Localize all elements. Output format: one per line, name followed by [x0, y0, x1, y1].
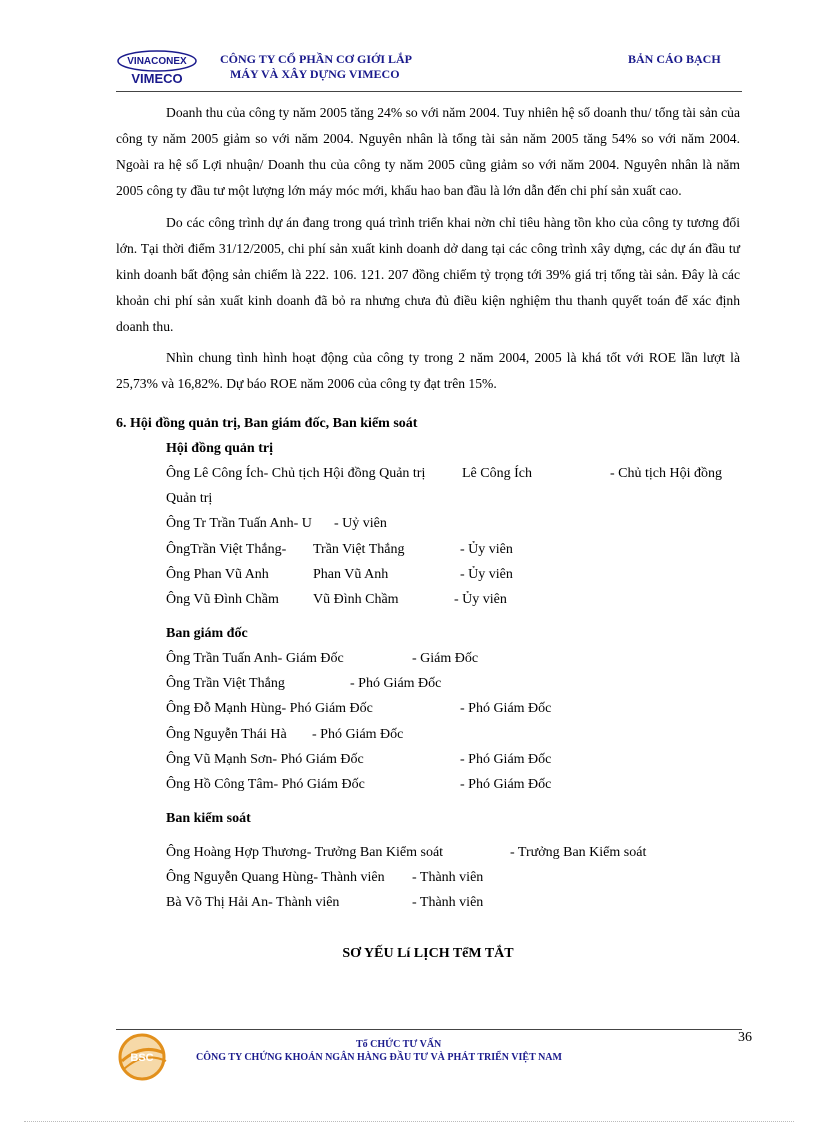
- control-member: [166, 870, 484, 886]
- director: [166, 752, 552, 768]
- paragraph-roe: Nhìn chung tình hình hoạt động của công ty trong 2 năm 2004, 2005 là khá tốt với ROE lần lượt là 25,73% và 16,82%. Dự báo ROE năm 2006 của công ty đạt trên 15%.: [116, 350, 740, 391]
- member-short-name: Lê Công Ích: [462, 466, 532, 481]
- director-name: Ông Vũ Mạnh Sơn- Phó Giám Đốc: [166, 752, 364, 767]
- section-heading: 6. Hội đồng quản trị, Ban giám đốc, Ban kiểm soát: [116, 416, 418, 431]
- control-member-name: Bà Võ Thị Hải An- Thành viên: [166, 895, 340, 910]
- board-member-continued: [166, 491, 212, 507]
- board-title: Hội đồng quản trị: [166, 441, 273, 456]
- control-member: [166, 895, 484, 911]
- director: [166, 777, 552, 793]
- board-member: [166, 516, 387, 532]
- director-role: - Phó Giám Đốc: [312, 727, 404, 742]
- board-member: [166, 542, 513, 558]
- director-name: Ông Hồ Công Tâm- Phó Giám Đốc: [166, 777, 365, 792]
- control-member-role: - Thành viên: [412, 870, 484, 885]
- director: [166, 701, 552, 717]
- control-title: Ban kiểm soát: [166, 811, 251, 826]
- director-role: - Phó Giám Đốc: [460, 752, 552, 767]
- director-name: Ông Đỗ Mạnh Hùng- Phó Giám Đốc: [166, 701, 373, 716]
- member-name: Ông Phan Vũ Anh: [166, 567, 269, 582]
- control-member: [166, 845, 647, 861]
- page-edge-dots: [24, 1121, 794, 1122]
- member-short-name: Vũ Đình Chầm: [313, 592, 399, 607]
- member-role: - Uỷ viên: [334, 516, 387, 531]
- footer-advisor-label: Tổ CHỨC TƯ VẤN: [356, 1039, 442, 1050]
- company-name-line1: CÔNG TY CỔ PHẦN CƠ GIỚI LẮP: [220, 52, 413, 66]
- paragraph-revenue: Doanh thu của công ty năm 2005 tăng 24% so với năm 2004. Tuy nhiên hệ số doanh thu/ tổng tài sản của công ty năm 2005 giảm so với năm 2004. Nguyên nhân là tổng tài sản năm 2005 tăng 54% so với năm 2004. Ngoài ra hệ số Lợi nhuận/ Doanh thu của công ty năm 2005 cũng giảm so với năm 2004. Nguyên nhân là năm 2005 công ty đầu tư một lượng lớn máy móc mới, khấu hao ban đầu là lớn dẫn đến chi phí sản xuất cao.: [116, 105, 740, 198]
- control-member-name: Ông Hoàng Hợp Thương- Trưởng Ban Kiểm soát: [166, 845, 444, 860]
- director-name: Ông Nguyễn Thái Hà: [166, 727, 287, 742]
- bsc-logo: [116, 1031, 172, 1081]
- member-short-name: Trần Việt Thắng: [313, 542, 405, 557]
- member-name: Ông Lê Công Ích- Chủ tịch Hội đồng Quản trị: [166, 466, 426, 481]
- member-name: Ông Vũ Đình Chầm: [166, 592, 279, 607]
- member-name: ÔngTrần Việt Thắng-: [166, 542, 287, 557]
- header-divider: [116, 91, 742, 92]
- director-role: - Phó Giám Đốc: [460, 777, 552, 792]
- directors-title: Ban giám đốc: [166, 626, 248, 641]
- board-member: [166, 592, 507, 608]
- footer-divider: [116, 1029, 742, 1030]
- page-number: 36: [738, 1030, 752, 1045]
- board-member: [166, 567, 513, 583]
- bsc-logo-text: BSC: [130, 1052, 154, 1064]
- member-role: - Ủy viên: [460, 567, 513, 582]
- director: [166, 727, 404, 743]
- director: [166, 676, 442, 692]
- director-role: - Phó Giám Đốc: [350, 676, 442, 691]
- control-member-role: - Thành viên: [412, 895, 484, 910]
- member-role: - Chủ tịch Hội đồng: [610, 466, 722, 481]
- member-short-name: Phan Vũ Anh: [313, 567, 389, 582]
- member-name: Quản trị: [166, 491, 213, 506]
- footer-advisor-name: CÔNG TY CHỨNG KHOÁN NGÂN HÀNG ĐẦU TƯ VÀ PHÁT TRIỂN VIỆT NAM: [196, 1052, 562, 1063]
- vimeco-logo: [116, 50, 198, 86]
- director-role: - Giám Đốc: [412, 651, 479, 666]
- member-role: - Ủy viên: [454, 592, 507, 607]
- logo-text-top: VINACONEX: [127, 56, 187, 67]
- member-name: Ông Tr Trần Tuấn Anh- U: [166, 516, 312, 531]
- director-name: Ông Trần Tuấn Anh- Giám Đốc: [166, 651, 344, 666]
- company-name-line2: MÁY VÀ XÂY DỰNG VIMECO: [230, 67, 400, 81]
- control-member-name: Ông Nguyễn Quang Hùng- Thành viên: [166, 870, 385, 885]
- member-role: - Ủy viên: [460, 542, 513, 557]
- logo-text-bottom: VIMECO: [131, 71, 183, 86]
- director-role: - Phó Giám Đốc: [460, 701, 552, 716]
- board-member: [166, 466, 722, 482]
- control-member-role: - Trưởng Ban Kiểm soát: [510, 845, 647, 860]
- cv-section-title: SƠ YẾU Lí LỊCH TểM TẮT: [342, 946, 514, 961]
- director: [166, 651, 479, 667]
- company-name: [220, 52, 412, 82]
- director-name: Ông Trần Việt Thắng: [166, 676, 285, 691]
- paragraph-inventory: Do các công trình dự án đang trong quá trình triển khai nờn chỉ tiêu hàng tồn kho của công ty tương đối lớn. Tại thời điểm 31/12/2005, chi phí sản xuất kinh doanh dở dang tại các công trình xây dựng, các dự án đầu tư kinh doanh bất động sản chiếm là 222. 106. 121. 207 đồng chiếm tỷ trọng tới 39% giá trị tổng tài sản. Đây là các khoản chi phí sản xuất kinh doanh đã bỏ ra nhưng chưa đủ điều kiện nghiệm thu thanh quyết toán để xác định doanh thu.: [116, 215, 740, 334]
- document-label: BẢN CÁO BẠCH: [628, 52, 721, 66]
